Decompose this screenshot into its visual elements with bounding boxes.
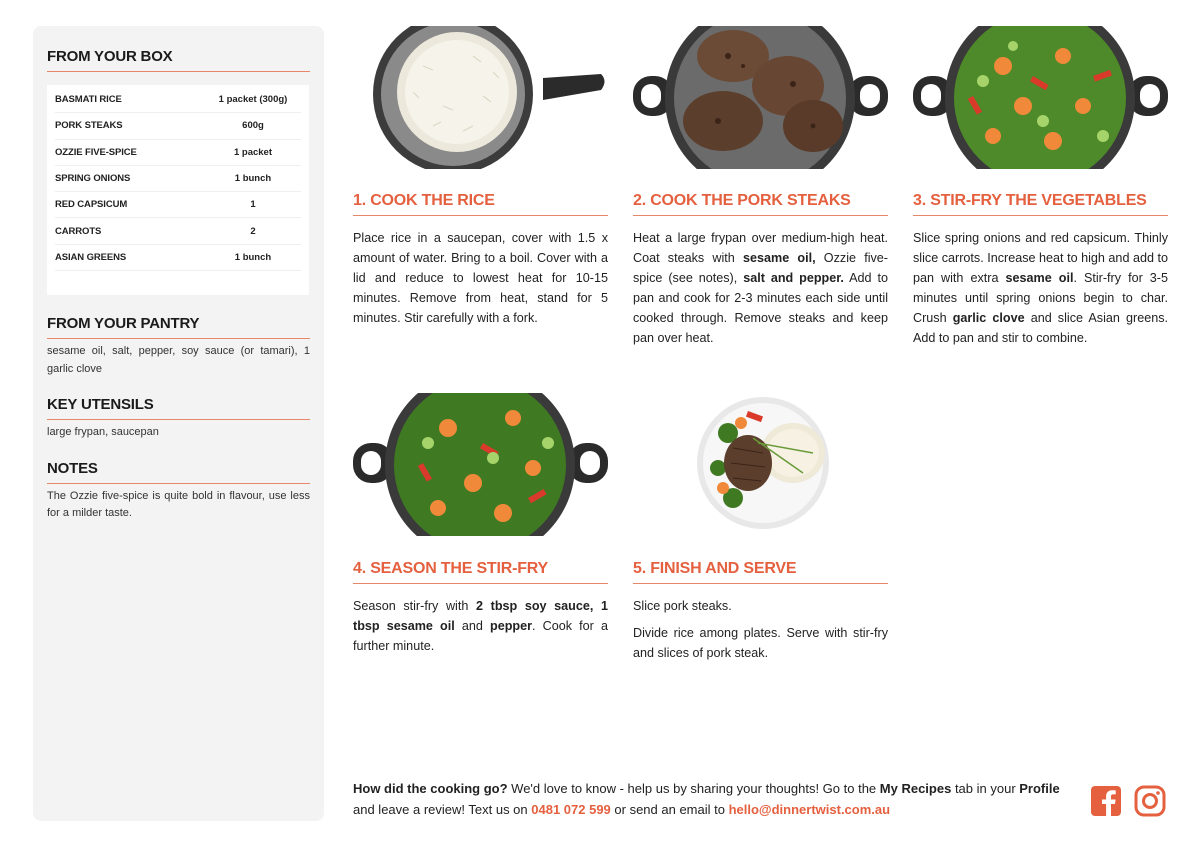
- seasoned-stir-fry-photo: [353, 393, 608, 536]
- step-5: [633, 560, 888, 663]
- table-row: [55, 140, 301, 166]
- step-ingredient: sesame oil,: [743, 251, 816, 265]
- step-paragraph: Slice pork steaks.: [633, 599, 732, 613]
- table-row: [55, 245, 301, 271]
- step-paragraph: [633, 228, 888, 348]
- phone-link[interactable]: 0481 072 599: [531, 802, 611, 817]
- table-row: [55, 218, 301, 244]
- facebook-icon[interactable]: [1090, 785, 1122, 817]
- feedback-footer: [353, 778, 1078, 820]
- step-text: Add to pan and cook for 2-3 minutes each side until cooked through. Remove steaks and keep pan over heat.: [633, 271, 888, 345]
- step-paragraph: [913, 228, 1168, 348]
- step-ingredient: garlic clove: [952, 311, 1025, 325]
- step-body: [913, 228, 1168, 348]
- notes-section: [47, 460, 310, 523]
- ingredient-qty: 1: [250, 199, 256, 211]
- notes-heading: NOTES: [47, 460, 310, 484]
- ingredient-qty: 1 packet: [233, 146, 273, 158]
- step-title: 2. COOK THE PORK STEAKS: [633, 192, 888, 216]
- pork-pan-photo: [633, 26, 888, 169]
- step-paragraph: [353, 596, 608, 656]
- ingredient-name: PORK STEAKS: [55, 120, 123, 132]
- plated-dish-photo: [633, 393, 888, 536]
- notes-text: The Ozzie five-spice is quite bold in flavour, use less for a milder taste.: [47, 489, 310, 519]
- footer-text: or send an email to: [610, 802, 729, 817]
- pantry-section: [47, 315, 310, 378]
- vegetables-pan-photo: [913, 26, 1168, 169]
- step-paragraph: Place rice in a saucepan, cover with 1.5 x amount of water. Bring to a boil. Cover with a lid and reduce to lowest heat for 10-15 minutes. Remove from heat, stand for 5 minutes. Stir carefully with a fork.: [353, 231, 608, 325]
- step-2: [633, 192, 888, 348]
- step-body: [633, 596, 888, 663]
- ingredient-qty: 2: [250, 225, 256, 237]
- ingredient-name: SPRING ONIONS: [55, 173, 131, 185]
- footer-text: We'd love to know - help us by sharing your thoughts! Go to the: [507, 781, 880, 796]
- step-body: [353, 228, 608, 328]
- utensils-text: large frypan, saucepan: [47, 426, 159, 438]
- footer-text: and leave a review! Text us on: [353, 802, 532, 817]
- step-ingredient: salt and pepper.: [743, 271, 844, 285]
- step-4: [353, 560, 608, 656]
- ingredient-qty: 1 bunch: [234, 251, 272, 263]
- rice-pan-photo: [353, 26, 608, 169]
- step-title: 4. SEASON THE STIR-FRY: [353, 560, 608, 584]
- table-row: [55, 192, 301, 218]
- footer-text: tab in your: [951, 781, 1020, 796]
- step-ingredient: 2 tbsp soy sauce, 1 tbsp sesame oil: [353, 599, 609, 633]
- step-3: [913, 192, 1168, 348]
- profile-link[interactable]: Profile: [1019, 781, 1060, 796]
- table-row: [55, 166, 301, 192]
- ingredient-name: RED CAPSICUM: [55, 199, 128, 211]
- table-row: [55, 87, 301, 113]
- step-ingredient: sesame oil: [1005, 271, 1074, 285]
- pantry-text: sesame oil, salt, pepper, soy sauce (or tamari), 1 garlic clove: [47, 345, 310, 375]
- ingredient-name: ASIAN GREENS: [55, 251, 127, 263]
- step-title: 5. FINISH AND SERVE: [633, 560, 888, 584]
- utensils-section: [47, 396, 310, 442]
- ingredient-name: CARROTS: [55, 225, 102, 237]
- from-your-pantry-heading: FROM YOUR PANTRY: [47, 315, 310, 339]
- step-1: [353, 192, 608, 328]
- step-title: 3. STIR-FRY THE VEGETABLES: [913, 192, 1168, 216]
- step-body: [353, 596, 608, 656]
- ingredient-table: [47, 85, 309, 295]
- feedback-question: How did the cooking go?: [353, 781, 508, 796]
- step-text: . Cook for a further minute.: [353, 619, 608, 653]
- ingredient-qty: 1 packet (300g): [218, 94, 288, 106]
- step-text: Heat a large frypan over medium-high heat. Coat steaks with: [633, 231, 888, 265]
- table-row-empty: [55, 271, 301, 297]
- step-text: Season stir-fry with: [353, 599, 476, 613]
- email-link[interactable]: hello@dinnertwist.com.au: [728, 802, 891, 817]
- ingredient-name: BASMATI RICE: [55, 94, 122, 106]
- table-row: [55, 113, 301, 139]
- step-ingredient: pepper: [490, 619, 533, 633]
- step-text: . Stir-fry for 3-5 minutes until spring onions begin to char. Crush: [913, 271, 1168, 325]
- sidebar: [33, 26, 324, 821]
- step-text: and slice Asian greens. Add to pan and stir to combine.: [913, 311, 1169, 345]
- step-body: [633, 228, 888, 348]
- step-text: Slice spring onions and red capsicum. Thinly slice carrots. Increase heat to high and add to pan with extra: [913, 231, 1168, 285]
- step-text: Ozzie five-spice (see notes),: [633, 251, 888, 285]
- step-text: and: [454, 619, 491, 633]
- instagram-icon[interactable]: [1134, 785, 1166, 817]
- step-title: 1. COOK THE RICE: [353, 192, 608, 216]
- key-utensils-heading: KEY UTENSILS: [47, 396, 310, 420]
- ingredient-name: OZZIE FIVE-SPICE: [55, 146, 137, 158]
- from-your-box-heading: FROM YOUR BOX: [47, 48, 310, 72]
- ingredient-qty: 1 bunch: [234, 173, 272, 185]
- my-recipes-link[interactable]: My Recipes: [879, 781, 952, 796]
- step-paragraph: Divide rice among plates. Serve with stir-fry and slices of pork steak.: [633, 626, 888, 660]
- ingredient-qty: 600g: [242, 120, 264, 132]
